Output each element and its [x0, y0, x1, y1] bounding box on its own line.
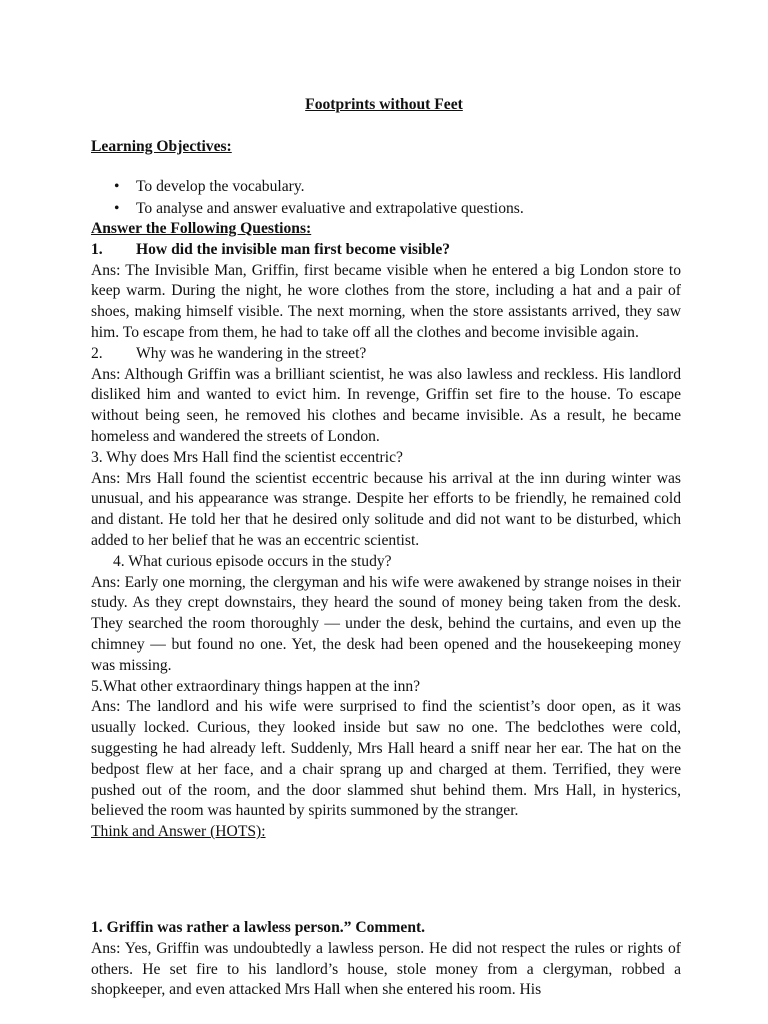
- section-heading: Answer the Following Questions:: [91, 220, 312, 237]
- hots-answer-1: Ans: Yes, Griffin was undoubtedly a lawless person. He did not respect the rules or rights of others. He set fire to his landlord’s house, stole money from a clergyman, robbed a shopkeeper, and even attacked Mrs Hall when she entered his room. His: [91, 939, 681, 999]
- question-2-number: 2.: [91, 344, 103, 362]
- question-3: 3. Why does Mrs Hall find the scientist eccentric?: [91, 448, 403, 466]
- hots-question-1: 1. Griffin was rather a lawless person.” Comment.: [91, 919, 426, 936]
- page-title: Footprints without Feet: [305, 96, 463, 113]
- question-2-text: Why was he wandering in the street?: [136, 344, 367, 362]
- answer-5: Ans: The landlord and his wife were surprised to find the scientist’s door open, as it was usually locked. Curious, they looked inside but saw no one. The bedclothes were cold, suggesting he had already left. Suddenly, Mrs Hall heard a sniff near her ear. The hat on the bedpost flew at her face, and a chair sprang up and charged at them. Terrified, they were pushed out of the room, and the door slammed shut behind them. Mrs Hall, in hysterics, believed the room was haunted by spirits summoned by the stranger.: [91, 698, 681, 820]
- objectives-heading: Learning Objectives:: [91, 138, 232, 155]
- question-1-number: 1.: [91, 240, 103, 258]
- hots-section: [91, 918, 681, 1001]
- objectives-list: [112, 176, 524, 220]
- question-2: [91, 344, 681, 365]
- hots-heading: Think and Answer (HOTS):: [91, 823, 266, 841]
- answer-3: Ans: Mrs Hall found the scientist eccentric because his arrival at the inn during winter was unusual, and his appearance was strange. Despite her efforts to be friendly, he remained cold and distant. He told her that he desired only solitude and did not want to be disturbed, which added to her belief that he was an eccentric scientist.: [91, 469, 681, 549]
- answer-1: Ans: The Invisible Man, Griffin, first became visible when he entered a big London store to keep warm. During the night, he wore clothes from the store, including a hat and a pair of shoes, making himself visible. The next morning, when the store assistants arrived, they saw him. To escape from them, he had to take off all the clothes and become invisible again.: [91, 261, 681, 341]
- answer-4: Ans: Early one morning, the clergyman and his wife were awakened by strange noises in their study. As they crept downstairs, they heard the sound of money being taken from the desk. They searched the room thoroughly — under the desk, behind the curtains, and even up the chimney — but found no one. Yet, the desk had been opened and the housekeeping money was missing.: [91, 573, 681, 674]
- objective-item: • To develop the vocabulary.: [112, 176, 524, 198]
- questions-section: [91, 219, 681, 843]
- question-1: [91, 240, 681, 261]
- question-1-text: How did the invisible man first become visible?: [136, 240, 451, 258]
- question-4: 4. What curious episode occurs in the study?: [113, 552, 392, 570]
- answer-2: Ans: Although Griffin was a brilliant scientist, he was also lawless and reckless. His landlord disliked him and wanted to evict him. In revenge, Griffin set fire to the house. To escape without being seen, he removed his clothes and became invisible. As a result, he became homeless and wandered the streets of London.: [91, 365, 681, 445]
- question-5: 5.What other extraordinary things happen at the inn?: [91, 677, 421, 695]
- objective-item: • To analyse and answer evaluative and extrapolative questions.: [112, 198, 524, 220]
